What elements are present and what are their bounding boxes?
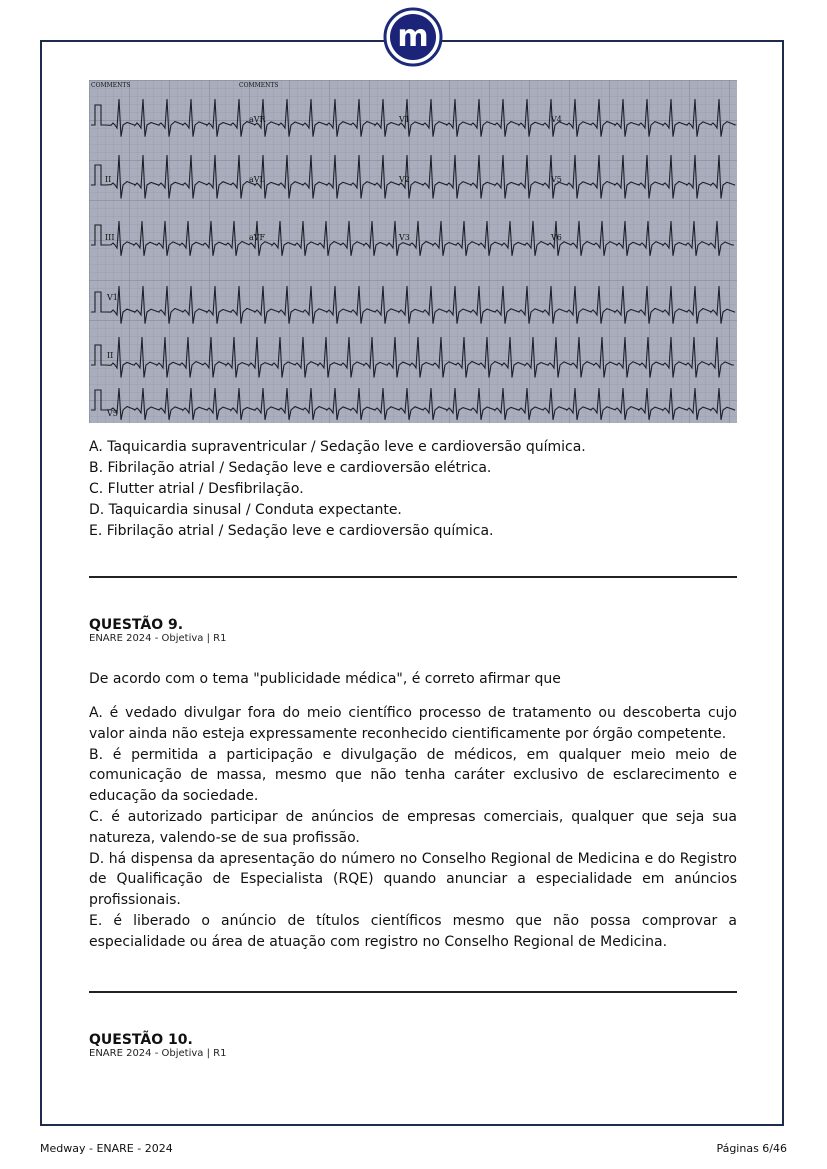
q9-option-a[interactable]: A. é vedado divulgar fora do meio científico processo de tratamento ou descoberta cujo valor ainda não esteja expressamente reconhecido cientificamente por órgão competente. [89, 705, 737, 742]
ecg-lead-label: V5 [107, 409, 118, 418]
q9-option-e[interactable]: E. é liberado o anúncio de títulos científicos mesmo que não possa comprovar a especialidade ou área de atuação com registro no Conselho Regional de Medicina. [89, 912, 737, 950]
ecg-lead-label: V6 [551, 233, 562, 242]
q8-option-c[interactable]: C. Flutter atrial / Desfibrilação. [89, 481, 304, 497]
section-divider [89, 576, 737, 578]
ecg-lead-label: aVF [249, 233, 266, 242]
footer-page-number: Páginas 6/46 [716, 1142, 787, 1155]
q8-option-a[interactable]: A. Taquicardia supraventricular / Sedação leve e cardioversão química. [89, 439, 586, 455]
ecg-tracing-image [89, 80, 737, 423]
page-content [89, 80, 737, 1060]
q9-stem: De acordo com o tema "publicidade médica", é correto afirmar que [89, 671, 561, 687]
section-divider [89, 991, 737, 993]
ecg-lead-label: aVL [249, 175, 265, 184]
ecg-lead-label: V1 [399, 115, 410, 124]
ecg-lead-label: aVR [249, 115, 266, 124]
ecg-lead-label: V3 [399, 233, 410, 242]
ecg-lead-label: V5 [551, 175, 562, 184]
q9-option-c[interactable]: C. é autorizado participar de anúncios de empresas comerciais, qualquer que seja sua natureza, valendo-se de sua profissão. [89, 808, 737, 846]
ecg-header-label: COMMENTS [239, 82, 279, 89]
medway-logo-icon [383, 7, 443, 67]
q8-option-d[interactable]: D. Taquicardia sinusal / Conduta expectante. [89, 502, 402, 518]
question-8-options [89, 437, 737, 542]
ecg-lead-label: V2 [399, 175, 410, 184]
ecg-lead-label: II [107, 351, 114, 360]
ecg-lead-label: II [105, 175, 112, 184]
q9-title: QUESTÃO 9. [89, 617, 184, 633]
footer-source: Medway - ENARE - 2024 [40, 1142, 173, 1155]
q10-title: QUESTÃO 10. [89, 1031, 193, 1048]
ecg-header-label: COMMENTS [91, 82, 131, 89]
logo-letter: m [397, 19, 429, 54]
question-9 [89, 617, 737, 953]
q9-option-d[interactable]: D. há dispensa da apresentação do número no Conselho Regional de Medicina e do Registro de Qualificação de Especialista (RQE) quando anunciar a especialidade em anúncios profissionais. [89, 850, 737, 909]
q9-options [89, 703, 737, 953]
question-10 [89, 1032, 737, 1060]
q10-source: ENARE 2024 - Objetiva | R1 [89, 1047, 227, 1059]
q9-source: ENARE 2024 - Objetiva | R1 [89, 633, 227, 644]
q8-option-e[interactable]: E. Fibrilação atrial / Sedação leve e cardioversão química. [89, 523, 494, 539]
ecg-lead-label: V4 [551, 115, 562, 124]
q8-option-b[interactable]: B. Fibrilação atrial / Sedação leve e cardioversão elétrica. [89, 460, 492, 476]
ecg-lead-label: III [105, 233, 115, 242]
ecg-lead-label: V1 [107, 293, 118, 302]
q9-option-b[interactable]: B. é permitida a participação e divulgação de médicos, em qualquer meio meio de comunicação de massa, mesmo que não tenha caráter exclusivo de esclarecimento e educação da sociedade. [89, 746, 737, 805]
